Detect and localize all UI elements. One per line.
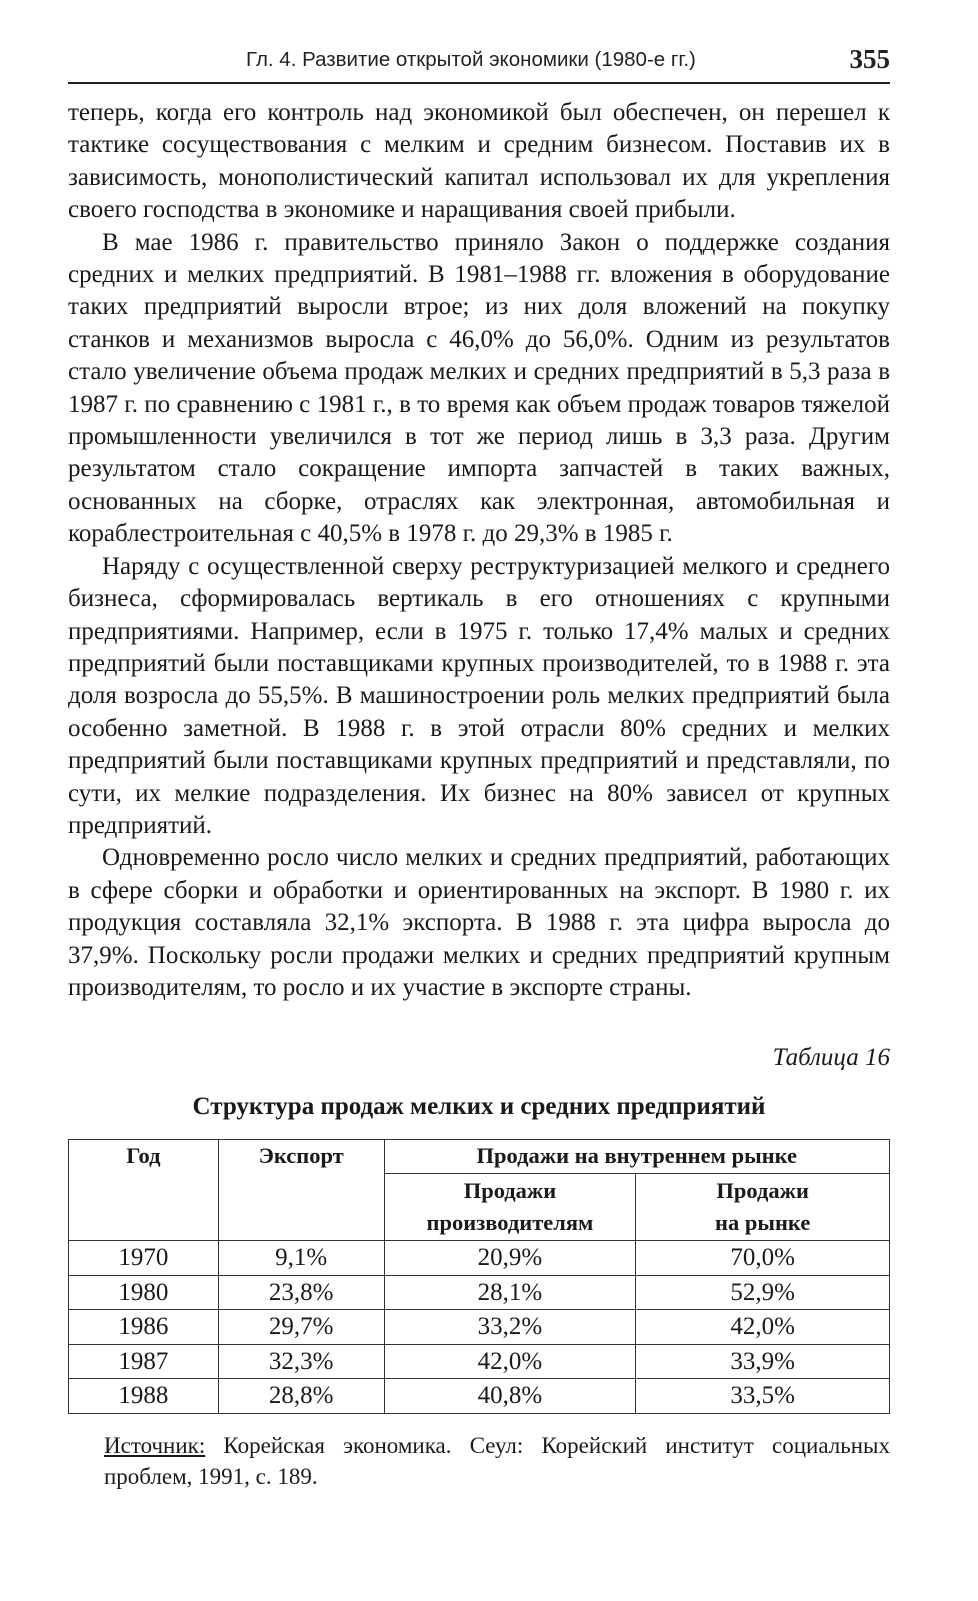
paragraph: теперь, когда его контроль над экономикой был обеспечен, он перешел к тактике сосуществования с мелким и средним бизнесом. Поставив их в зависимость, монополистический капитал использовал их для укрепления своего господства в экономике и наращивания своей прибыли.	[68, 99, 890, 224]
table-source-note	[68, 1430, 890, 1492]
cell-year: 1986	[69, 1310, 219, 1345]
paragraph: В мае 1986 г. правительство приняло Закон о поддержке создания средних и мелких предприятий. В 1981–1988 гг. вложения в оборудование таких предприятий выросли втрое; из них доля вложений на покупку станков и механизмов выросла с 46,0% до 56,0%. Одним из результатов стало увеличение объема продаж мелких и средних предприятий в 5,3 раза в 1987 г. по сравнению с 1981 г., в то время как объем продаж товаров тяжелой промышленности увеличился в тот же период лишь в 3,3 раза. Другим результатом стало сокращение импорта запчастей в таких важных, основанных на сборке, отраслях как электронная, автомобильная и кораблестроительная с 40,5% в 1978 г. до 29,3% в 1985 г.	[68, 228, 890, 548]
cell-export: 32,3%	[218, 1344, 384, 1379]
cell-to-producers: 40,8%	[384, 1379, 636, 1414]
cell-export: 29,7%	[218, 1310, 384, 1345]
cell-on-market: 42,0%	[636, 1310, 890, 1345]
page-header	[68, 44, 890, 84]
cell-on-market: 70,0%	[636, 1241, 890, 1276]
book-page	[68, 44, 890, 1492]
cell-export: 28,8%	[218, 1379, 384, 1414]
cell-to-producers: 28,1%	[384, 1275, 636, 1310]
table-row	[69, 1379, 890, 1414]
table-row	[69, 1310, 890, 1345]
cell-year: 1988	[69, 1379, 219, 1414]
table-label: Таблица 16	[772, 1044, 890, 1072]
paragraph: Одновременно росло число мелких и средних предприятий, работающих в сфере сборки и обработки и ориентированных на экспорт. В 1980 г. их продукция составляла 32,1% экспорта. В 1988 г. эта цифра выросла до 37,9%. Поскольку росли продажи мелких и средних предприятий крупным производителям, то росло и их участие в экспорте страны.	[68, 844, 890, 1001]
cell-to-producers: 33,2%	[384, 1310, 636, 1345]
table-row	[69, 1344, 890, 1379]
header-on-market-line2: на рынке	[715, 1210, 811, 1236]
table-title: Структура продаж мелких и средних предприятий	[192, 1093, 766, 1121]
cell-export: 9,1%	[218, 1241, 384, 1276]
header-to-producers-line1: Продажи	[463, 1178, 557, 1204]
cell-export: 23,8%	[218, 1275, 384, 1310]
header-year: Год	[69, 1140, 219, 1241]
header-on-market	[636, 1174, 890, 1241]
table-row	[69, 1275, 890, 1310]
cell-year: 1980	[69, 1275, 219, 1310]
cell-on-market: 33,9%	[636, 1344, 890, 1379]
cell-on-market: 33,5%	[636, 1379, 890, 1414]
header-to-producers-line2: производителям	[426, 1210, 594, 1236]
table-row	[69, 1241, 890, 1276]
cell-year: 1970	[69, 1241, 219, 1276]
page-number: 355	[849, 44, 890, 74]
cell-to-producers: 42,0%	[384, 1344, 636, 1379]
header-domestic: Продажи на внутреннем рынке	[384, 1140, 889, 1174]
source-label: Источник:	[104, 1432, 206, 1458]
header-to-producers	[384, 1174, 636, 1241]
running-title: Гл. 4. Развитие открытой экономики (1980-е гг.)	[246, 48, 696, 71]
cell-to-producers: 20,9%	[384, 1241, 636, 1276]
paragraph: Наряду с осуществленной сверху реструктуризацией мелкого и среднего бизнеса, сформировалась вертикаль в его отношениях с крупными предприятиями. Например, если в 1975 г. только 17,4% малых и средних предприятий были поставщиками крупных производителей, то в 1988 г. эта доля возросла до 55,5%. В машиностроении роль мелких предприятий была особенно заметной. В 1988 г. в этой отрасли 80% средних и мелких предприятий были поставщиками крупных предприятий и представляли, по сути, их мелкие подразделения. Их бизнес на 80% зависел от крупных предприятий.	[68, 552, 890, 839]
cell-year: 1987	[69, 1344, 219, 1379]
source-text: Корейская экономика. Сеул: Корейский институт социальных проблем, 1991, с. 189.	[104, 1432, 890, 1489]
sales-structure-table	[68, 1139, 890, 1414]
cell-on-market: 52,9%	[636, 1275, 890, 1310]
header-export: Экспорт	[218, 1140, 384, 1241]
header-on-market-line1: Продажи	[716, 1178, 809, 1204]
body-text	[68, 97, 890, 1004]
